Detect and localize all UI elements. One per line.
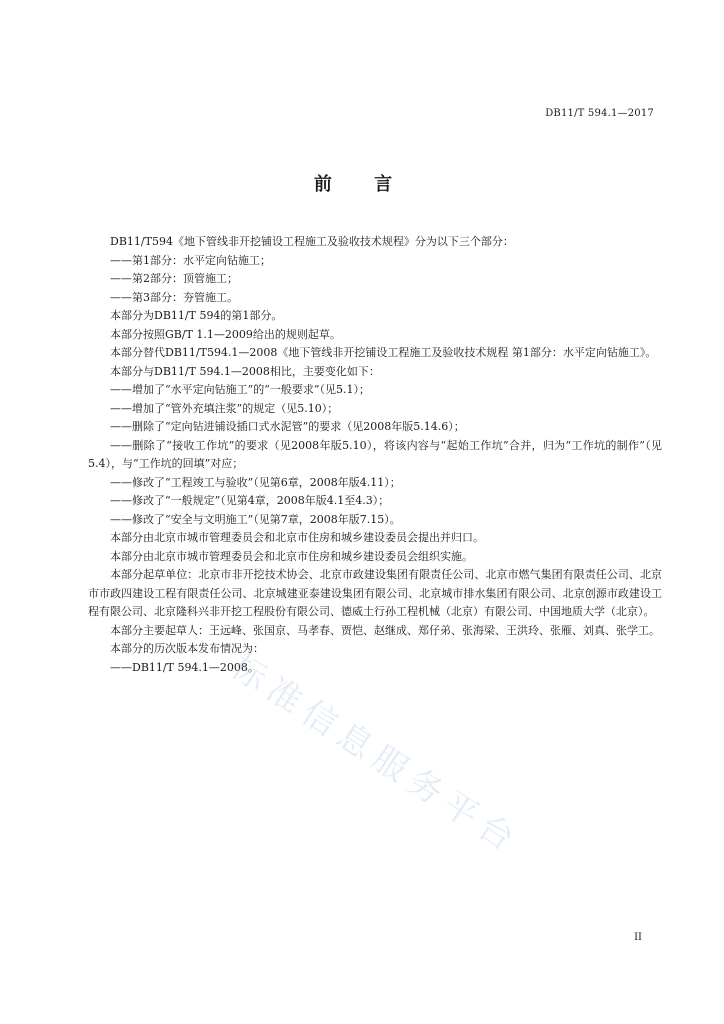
paragraph: ——修改了“一般规定”（见第4章，2008年版4.1至4.3）；	[110, 494, 390, 507]
page-number: II	[634, 932, 642, 943]
page-title: 前 言	[313, 174, 411, 195]
paragraph: 本部分为DB11/T 594的第1部分。	[110, 309, 283, 322]
paragraph: ——删除了“接收工作坑”的要求（见2008年版5.10），将该内容与“起始工作坑”合并，归为“工作坑的制作”（见5.4），与“工作坑的回填”对应；	[88, 438, 662, 470]
paragraph: 本部分主要起草人：王远峰、张国京、马孝春、贾恺、赵继成、郑仔弟、张海梁、王洪玲、张雁、刘真、张学工。	[110, 623, 660, 637]
paragraph: ——修改了“安全与文明施工”（见第7章，2008年版7.15）。	[110, 512, 401, 526]
paragraph: 本部分由北京市城市管理委员会和北京市住房和城乡建设委员会组织实施。	[110, 549, 473, 563]
paragraph: 本部分由北京市城市管理委员会和北京市住房和城乡建设委员会提出并归口。	[110, 531, 484, 544]
paragraph: ——增加了“水平定向钻施工”的“一般要求”（见5.1）；	[110, 383, 370, 396]
paragraph: 本部分与DB11/T 594.1—2008相比，主要变化如下：	[110, 364, 380, 378]
paragraph: ——修改了“工程竣工与验收”（见第6章，2008年版4.11）；	[110, 475, 401, 489]
paragraph: ——第2部分：顶管施工；	[110, 272, 238, 285]
watermark: 标准信息服务平台	[223, 646, 528, 864]
paragraph: 本部分起草单位：北京市非开挖技术协会、北京市政建设集团有限责任公司、北京市燃气集团有限责任公司、北京市市政四建设工程有限责任公司、北京城建亚泰建设集团有限公司、北京城市排水集团有限公司、北京创源市政建设工程有限公司、北京隆科兴非开挖工程股份有限公司、德威土行孙工程机械（北京）有限公司、中国地质大学（北京）。	[88, 568, 662, 618]
paragraph: ——删除了“定向钻进铺设插口式水泥管”的要求（见2008年版5.14.6）；	[110, 420, 465, 433]
paragraph: DB11/T594《地下管线非开挖铺设工程施工及验收技术规程》分为以下三个部分：	[110, 235, 514, 248]
paragraph: 本部分的历次版本发布情况为：	[110, 642, 264, 655]
paragraph: 本部分替代DB11/T594.1—2008《地下管线非开挖铺设工程施工及验收技术规程 第1部分：水平定向钻施工》。	[110, 346, 657, 359]
paragraph: ——增加了“管外充填注浆”的规定（见5.10）；	[110, 401, 339, 415]
paragraph: ——DB11/T 594.1—2008。	[110, 660, 259, 674]
paragraph: 本部分按照GB/T 1.1—2009给出的规则起草。	[110, 327, 341, 341]
paragraph: ——第3部分：夯管施工。	[110, 290, 238, 304]
paragraph: ——第1部分：水平定向钻施工；	[110, 253, 271, 267]
foreword-body	[88, 233, 662, 677]
document-code: DB11/T 594.1—2017	[545, 108, 654, 119]
